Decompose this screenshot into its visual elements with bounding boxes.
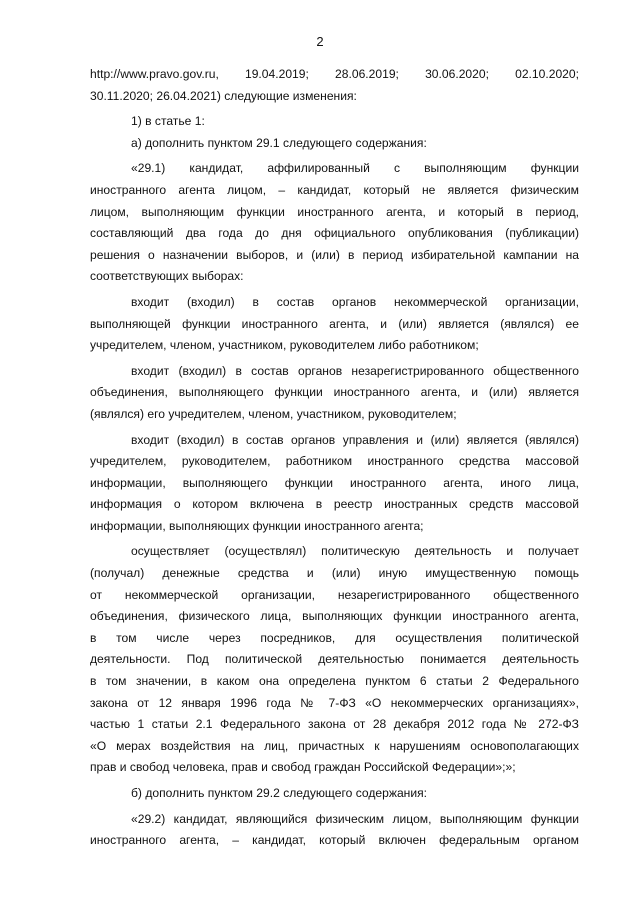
text-line: информация о котором включена в реестр иностранных средств массовой bbox=[90, 497, 579, 512]
text-line: объединения, физического лица, выполняющих функции иностранного агента, bbox=[90, 609, 579, 624]
text-line: составляющий два года до дня официального опубликования (публикации) bbox=[90, 226, 579, 241]
text-line: объединения, выполняющего функции иностранного агента, и (или) является bbox=[90, 385, 579, 400]
text-line: «О мерах воздействия на лиц, причастных к нарушениям основополагающих bbox=[90, 738, 579, 753]
text-line: информации, выполняющих функции иностранного агента; bbox=[90, 518, 424, 533]
text-line: в том числе через посредников, для осуществления политической bbox=[90, 630, 579, 645]
text-line: б) дополнить пунктом 29.2 следующего содержания: bbox=[131, 786, 428, 800]
text-line: от некоммерческой организации, незарегистрированного общественного bbox=[90, 587, 579, 602]
text-line: деятельности. Под политической деятельностью понимается деятельность bbox=[90, 652, 579, 667]
text-line: 1) в статье 1: bbox=[131, 114, 205, 129]
text-line: http://www.pravo.gov.ru, 19.04.2019; 28.06.2019; 30.06.2020; 02.10.2020; bbox=[90, 67, 579, 81]
text-line: входит (входил) в состав органов незарегистрированного общественного bbox=[131, 363, 579, 378]
text-line: соответствующих выборах: bbox=[90, 269, 244, 284]
text-line: осуществляет (осуществлял) политическую деятельность и получает bbox=[131, 544, 579, 559]
text-line: решения о назначении выборов, и (или) в период избирательной кампании на bbox=[90, 247, 579, 262]
text-line: (получал) денежные средства и (или) иную имущественную помощь bbox=[90, 566, 579, 581]
text-line: в том значении, в каком она определена пунктом 6 статьи 2 Федерального bbox=[90, 674, 579, 689]
text-line: иностранного агента, – кандидат, который включен федеральным органом bbox=[90, 833, 579, 848]
text-line: входит (входил) в состав органов некоммерческой организации, bbox=[131, 294, 579, 309]
text-line: закона от 12 января 1996 года № 7-ФЗ «О некоммерческих организациях», bbox=[90, 695, 579, 710]
text-line: учредителем, руководителем, работником иностранного средства массовой bbox=[90, 454, 579, 469]
text-line: «29.2) кандидат, являющийся физическим лицом, выполняющим функции bbox=[131, 811, 579, 826]
document-body bbox=[90, 64, 579, 852]
text-line: частью 1 статьи 2.1 Федерального закона от 28 декабря 2012 года № 272-ФЗ bbox=[90, 717, 579, 732]
page-number: 2 bbox=[316, 34, 324, 49]
text-line: иностранного агента лицом, – кандидат, который не является физическим bbox=[90, 182, 579, 197]
text-line: лицом, выполняющим функции иностранного агента, и который в период, bbox=[90, 204, 579, 219]
text-line: а) дополнить пунктом 29.1 следующего содержания: bbox=[131, 135, 427, 150]
text-line: учредителем, членом, участником, руководителем либо работником; bbox=[90, 338, 479, 353]
text-line: (являлся) его учредителем, членом, участником, руководителем; bbox=[90, 406, 457, 421]
text-line: входит (входил) в состав органов управления и (или) является (являлся) bbox=[131, 432, 579, 447]
text-line: прав и свобод человека, прав и свобод граждан Российской Федерации»;»; bbox=[90, 760, 516, 775]
text-line: «29.1) кандидат, аффилированный с выполняющим функции bbox=[131, 161, 579, 176]
text-line: информации, выполняющего функции иностранного агента, иного лица, bbox=[90, 475, 579, 490]
text-line: выполняющей функции иностранного агента, и (или) является (являлся) ее bbox=[90, 316, 579, 331]
text-line: 30.11.2020; 26.04.2021) следующие изменения: bbox=[90, 88, 357, 103]
